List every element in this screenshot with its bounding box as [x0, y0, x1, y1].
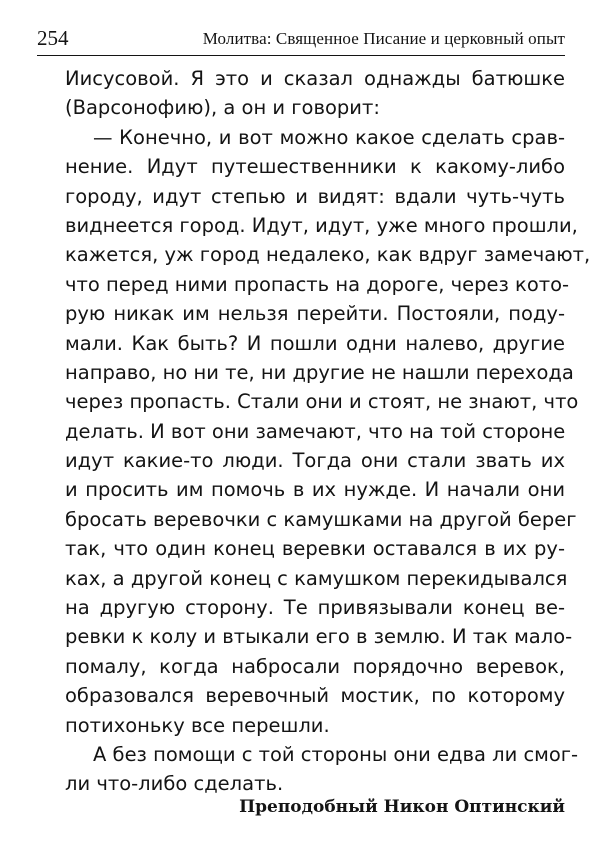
text-line: нение. Идут путешественники к какому-либо — [65, 155, 565, 179]
text-line: ли что-либо сделать. — [65, 772, 284, 796]
text-line: городу, идут степью и видят: вдали чуть-чуть — [65, 184, 565, 208]
text-line: кажется, уж город недалеко, как вдруг замечают, — [65, 243, 591, 267]
text-line: что перед ними пропасть на дороге, через кото- — [65, 272, 570, 296]
text-line: через пропасть. Стали они и стоят, не знают, что — [65, 390, 579, 414]
author-signature: Преподобный Никон Оптинский — [239, 797, 565, 817]
text-line: мали. Как быть? И пошли одни налево, другие — [65, 331, 565, 355]
text-line: рую никак им нельзя перейти. Постояли, поду- — [65, 302, 565, 326]
text-line: так, что один конец веревки оставался в их ру- — [65, 537, 565, 561]
text-line: потихоньку все перешли. — [65, 713, 330, 737]
text-line: — Конечно, и вот можно какое сделать срав- — [93, 125, 565, 149]
text-line: образовался веревочный мостик, по которому — [65, 684, 565, 708]
text-line: виднеется город. Идут, идут, уже много прошли, — [65, 213, 578, 237]
text-line: (Варсонофию), а он и говорит: — [65, 96, 380, 120]
text-line: помалу, когда набросали порядочно веревок, — [65, 654, 565, 678]
text-line: Иисусовой. Я это и сказал однажды батюшке — [65, 67, 565, 90]
page-header — [37, 26, 565, 52]
text-line: на другую сторону. Те привязывали конец ве- — [65, 596, 565, 620]
text-line: А без помощи с той стороны они едва ли смог- — [93, 742, 579, 766]
text-line: направо, но ни те, ни другие не нашли перехода — [65, 360, 574, 384]
text-line: бросать веревочки с камушками на другой берег — [65, 507, 577, 531]
text-line: ках, а другой конец с камушком перекидывался — [65, 566, 568, 590]
text-line: ревки к колу и втыкали его в землю. И так мало- — [65, 625, 573, 649]
page-number: 254 — [37, 26, 69, 50]
body-text — [65, 64, 591, 799]
running-title: Молитва: Священное Писание и церковный опыт — [202, 29, 565, 48]
text-line: делать. И вот они замечают, что на той стороне — [65, 419, 566, 443]
text-line: идут какие-то люди. Тогда они стали звать их — [65, 449, 565, 473]
text-line: и просить им помочь в их нужде. И начали они — [65, 478, 565, 502]
header-rule — [37, 55, 565, 56]
